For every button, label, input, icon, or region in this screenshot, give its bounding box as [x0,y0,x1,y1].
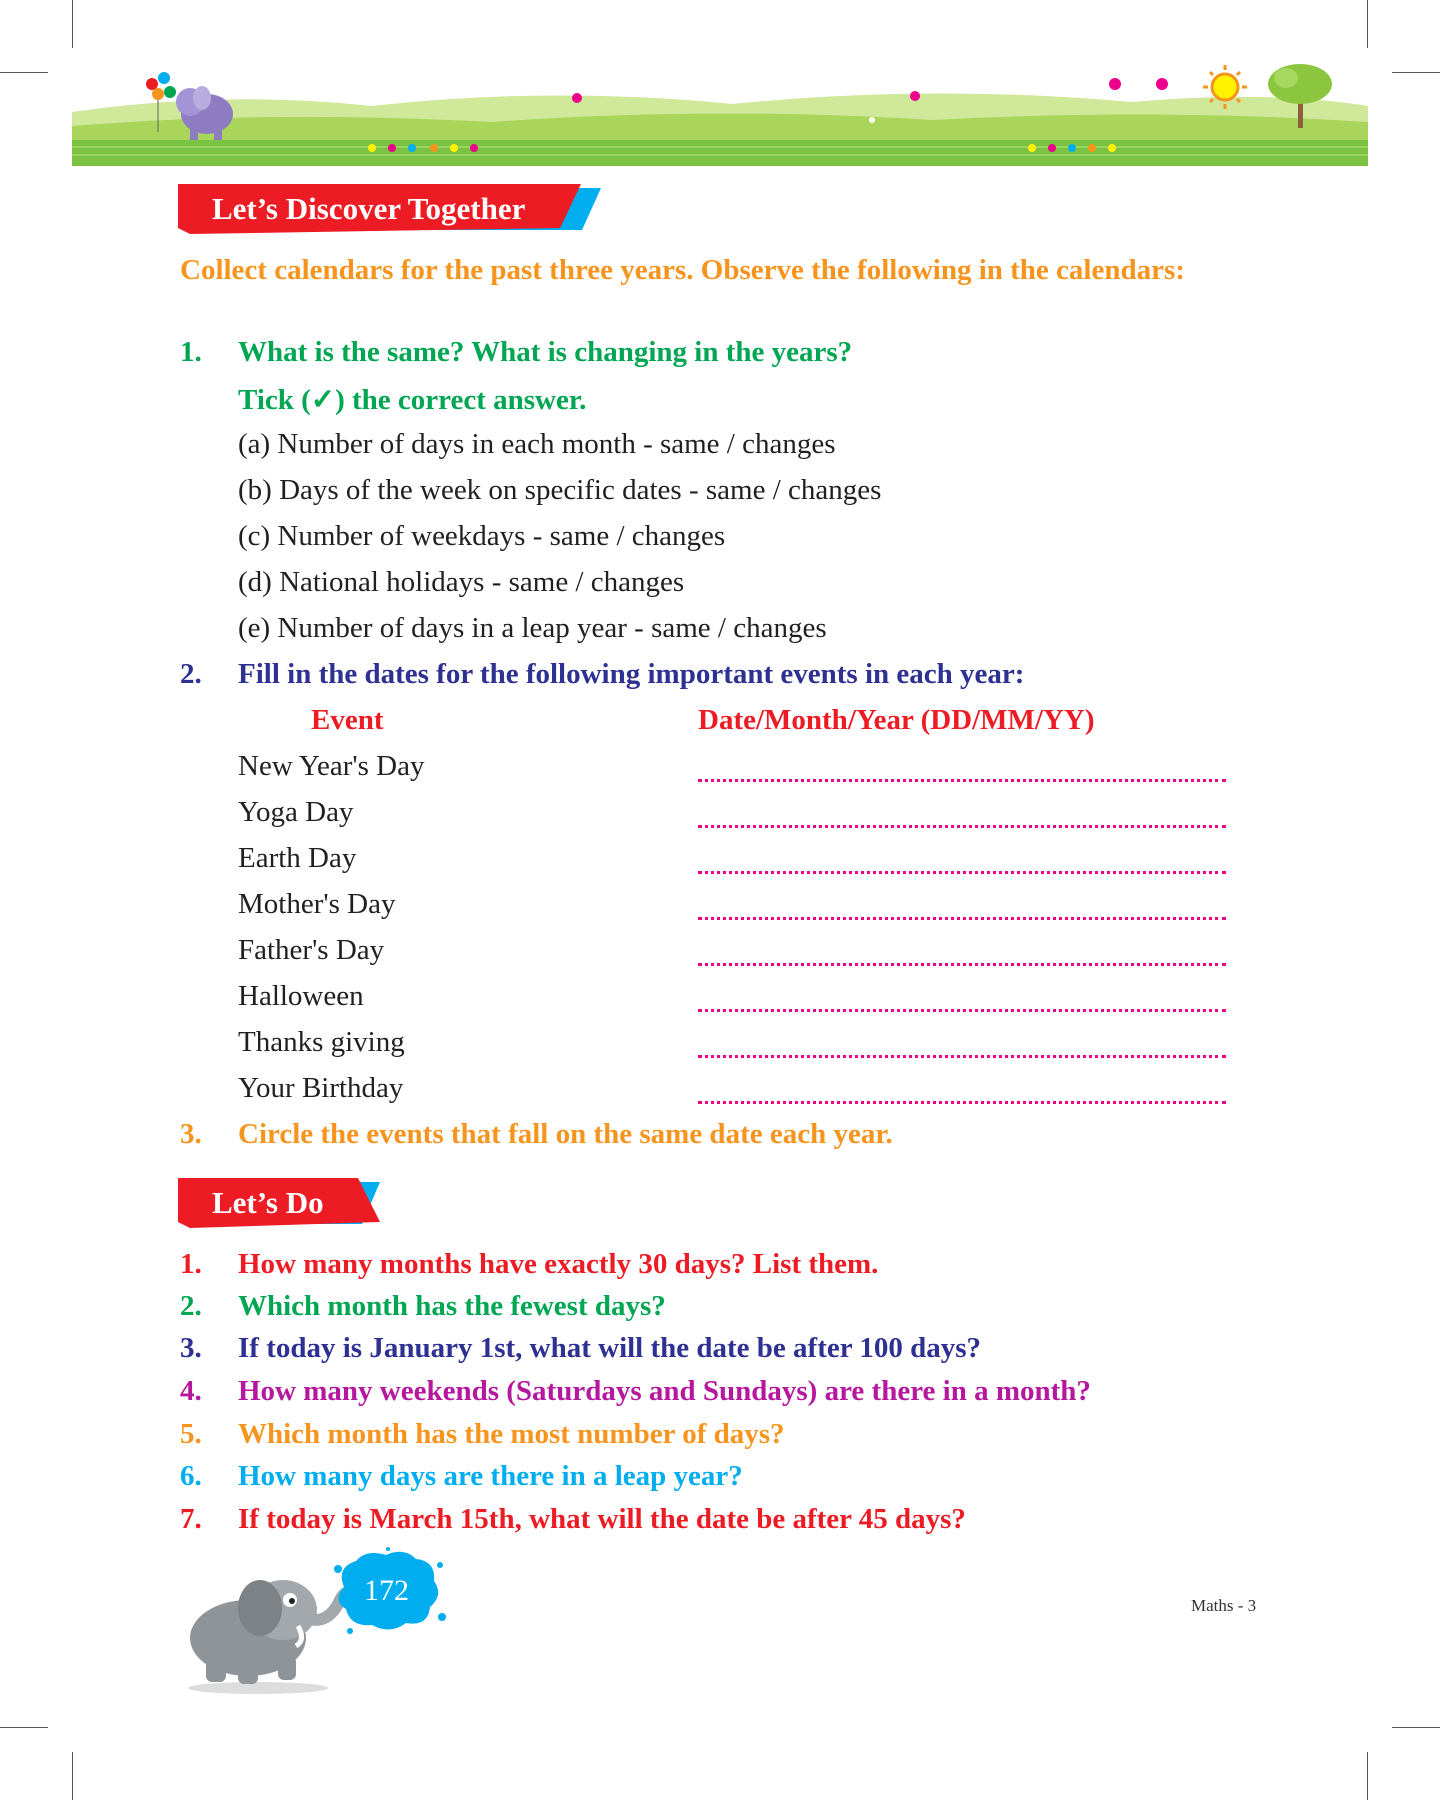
crop-mark [1392,72,1440,73]
answer-line[interactable] [698,959,1226,966]
book-title: Maths - 3 [1191,1596,1257,1615]
crop-mark [72,0,73,48]
question-text: How many months have exactly 30 days? List them. [238,1248,879,1280]
list-item: (e) Number of days in a leap year - same / changes [238,612,827,644]
crop-mark [72,1752,73,1800]
answer-line[interactable] [698,1097,1226,1104]
list-item: (a) Number of days in each month - same / changes [238,428,836,460]
section-heading-text: Let’s Do [212,1185,324,1220]
question-number: 3. [180,1332,202,1364]
answer-line[interactable] [698,775,1226,782]
question-text: How many weekends (Saturdays and Sundays) are there in a month? [238,1375,1091,1407]
event-name: New Year's Day [238,750,425,782]
question-number: 2. [180,1290,202,1322]
question-number: 4. [180,1375,202,1407]
question-text: Circle the events that fall on the same date each year. [238,1118,893,1150]
question-number: 6. [180,1460,202,1492]
list-item: (c) Number of weekdays - same / changes [238,520,726,552]
answer-line[interactable] [698,1005,1226,1012]
answer-line[interactable] [698,867,1226,874]
question-text: Fill in the dates for the following important events in each year: [238,658,1025,690]
list-item: (d) National holidays - same / changes [238,566,685,598]
crop-mark [0,1727,48,1728]
question-text: If today is January 1st, what will the date be after 100 days? [238,1332,981,1364]
event-name: Earth Day [238,842,357,874]
question-number: 2. [180,658,202,690]
event-name: Yoga Day [238,796,354,828]
question-number: 3. [180,1118,202,1150]
column-header-date: Date/Month/Year (DD/MM/YY) [698,704,1095,736]
page-number: 172 [364,1574,409,1607]
crop-mark [0,72,48,73]
question-text: Which month has the most number of days? [238,1418,785,1450]
question-text: Which month has the fewest days? [238,1290,666,1322]
crop-mark [1392,1727,1440,1728]
crop-mark [1367,1752,1368,1800]
question-number: 5. [180,1418,202,1450]
crop-mark [1367,0,1368,48]
event-name: Mother's Day [238,888,396,920]
question-number: 7. [180,1503,202,1535]
intro-text: Collect calendars for the past three years. Observe the following in the calendars: [180,254,1185,286]
question-text: How many days are there in a leap year? [238,1460,743,1492]
event-name: Halloween [238,980,364,1012]
answer-line[interactable] [698,821,1226,828]
event-name: Thanks giving [238,1026,405,1058]
question-text: What is the same? What is changing in the years? [238,336,853,368]
header-landscape-banner [72,62,1368,166]
question-text: If today is March 15th, what will the date be after 45 days? [238,1503,966,1535]
event-name: Your Birthday [238,1072,404,1104]
list-item: (b) Days of the week on specific dates - same / changes [238,474,882,506]
question-number: 1. [180,336,202,368]
section-heading-lets-do [178,1178,380,1228]
answer-line[interactable] [698,1051,1226,1058]
answer-line[interactable] [698,913,1226,920]
column-header-event: Event [311,704,384,736]
question-number: 1. [180,1248,202,1280]
section-heading-discover [178,184,601,234]
instruction-text: Tick (✓) the correct answer. [238,384,587,416]
event-name: Father's Day [238,934,385,966]
section-heading-text: Let’s Discover Together [212,191,526,226]
